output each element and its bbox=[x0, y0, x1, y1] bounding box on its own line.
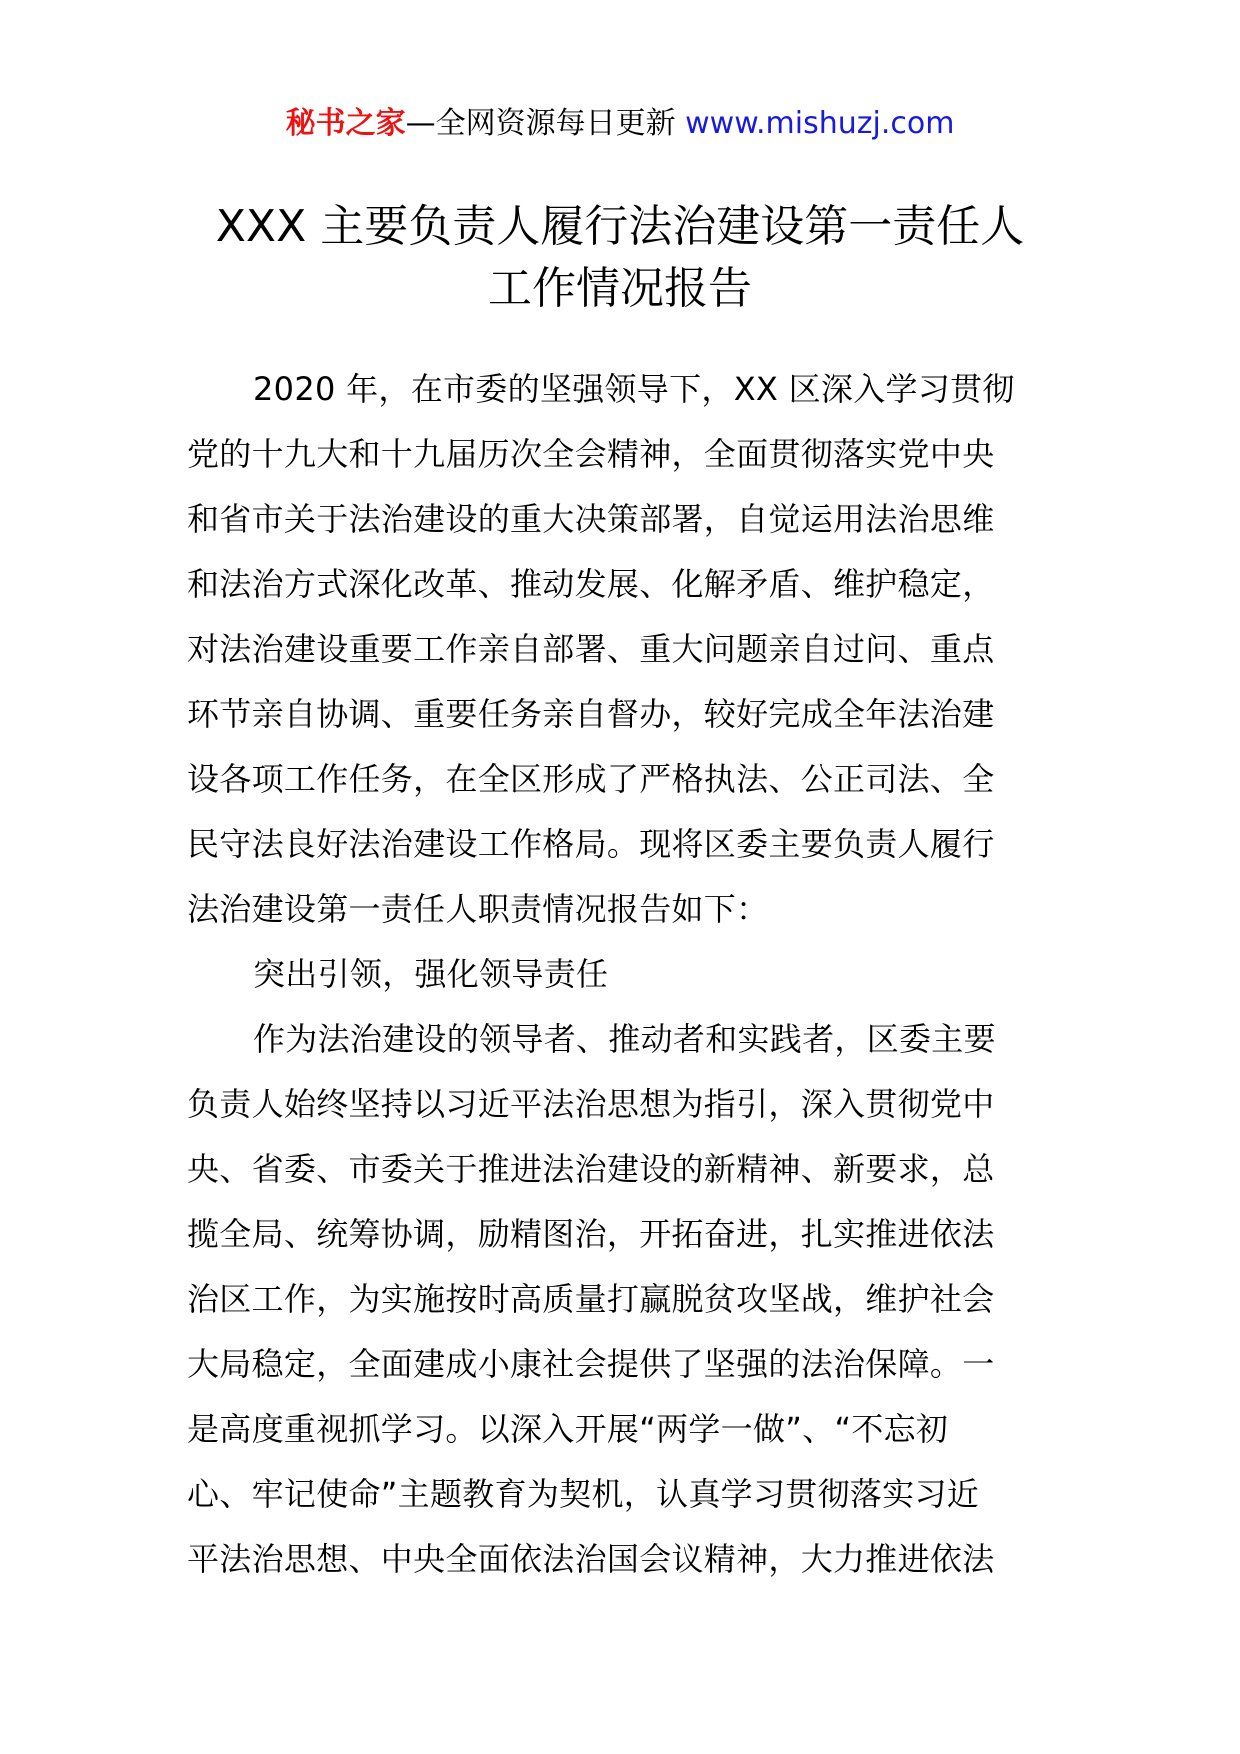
body-line: 党的十九大和十九届历次全会精神，全面贯彻落实党中央 bbox=[187, 435, 995, 473]
body-line: 设各项工作任务，在全区形成了严格执法、公正司法、全 bbox=[187, 760, 995, 798]
site-url-link[interactable]: www.mishuzj.com bbox=[685, 106, 955, 141]
body-line: 心、牢记使命”主题教育为契机，认真学习贯彻落实习近 bbox=[187, 1475, 980, 1513]
body-line: 是高度重视抓学习。以深入开展“两学一做”、“不忘初 bbox=[187, 1410, 949, 1448]
body-line: 平法治思想、中央全面依法治国会议精神，大力推进依法 bbox=[187, 1540, 995, 1578]
brand-name: 秘书之家 bbox=[285, 106, 406, 141]
body-line: 对法治建设重要工作亲自部署、重大问题亲自过问、重点 bbox=[187, 630, 995, 668]
body-line: 和法治方式深化改革、推动发展、化解矛盾、维护稳定， bbox=[187, 565, 995, 603]
header-tagline: —全网资源每日更新 bbox=[405, 106, 676, 141]
body-line: 和省市关于法治建设的重大决策部署，自觉运用法治思维 bbox=[187, 500, 995, 538]
site-header bbox=[0, 102, 1240, 146]
body-line: 法治建设第一责任人职责情况报告如下： bbox=[187, 890, 769, 928]
title-line-1: XXX 主要负责人履行法治建设第一责任人 bbox=[215, 201, 1025, 252]
body-line: 2020 年，在市委的坚强领导下，XX 区深入学习贯彻 bbox=[253, 370, 1015, 408]
body-line: 央、省委、市委关于推进法治建设的新精神、新要求，总 bbox=[187, 1150, 995, 1188]
body-line: 负责人始终坚持以习近平法治思想为指引，深入贯彻党中 bbox=[187, 1085, 995, 1123]
body-line: 民守法良好法治建设工作格局。现将区委主要负责人履行 bbox=[187, 825, 995, 863]
section-heading: 突出引领，强化领导责任 bbox=[253, 955, 609, 993]
body-line: 作为法治建设的领导者、推动者和实践者，区委主要 bbox=[253, 1020, 996, 1058]
body-line: 治区工作，为实施按时高质量打赢脱贫攻坚战，维护社会 bbox=[187, 1280, 995, 1318]
body-line: 环节亲自协调、重要任务亲自督办，较好完成全年法治建 bbox=[187, 695, 995, 733]
body-line: 大局稳定，全面建成小康社会提供了坚强的法治保障。一 bbox=[187, 1345, 995, 1383]
body-line: 揽全局、统筹协调，励精图治，开拓奋进，扎实推进依法 bbox=[187, 1215, 995, 1253]
document-title bbox=[150, 196, 1090, 320]
title-line-2: 工作情况报告 bbox=[488, 263, 752, 314]
document-body bbox=[187, 357, 1057, 1592]
